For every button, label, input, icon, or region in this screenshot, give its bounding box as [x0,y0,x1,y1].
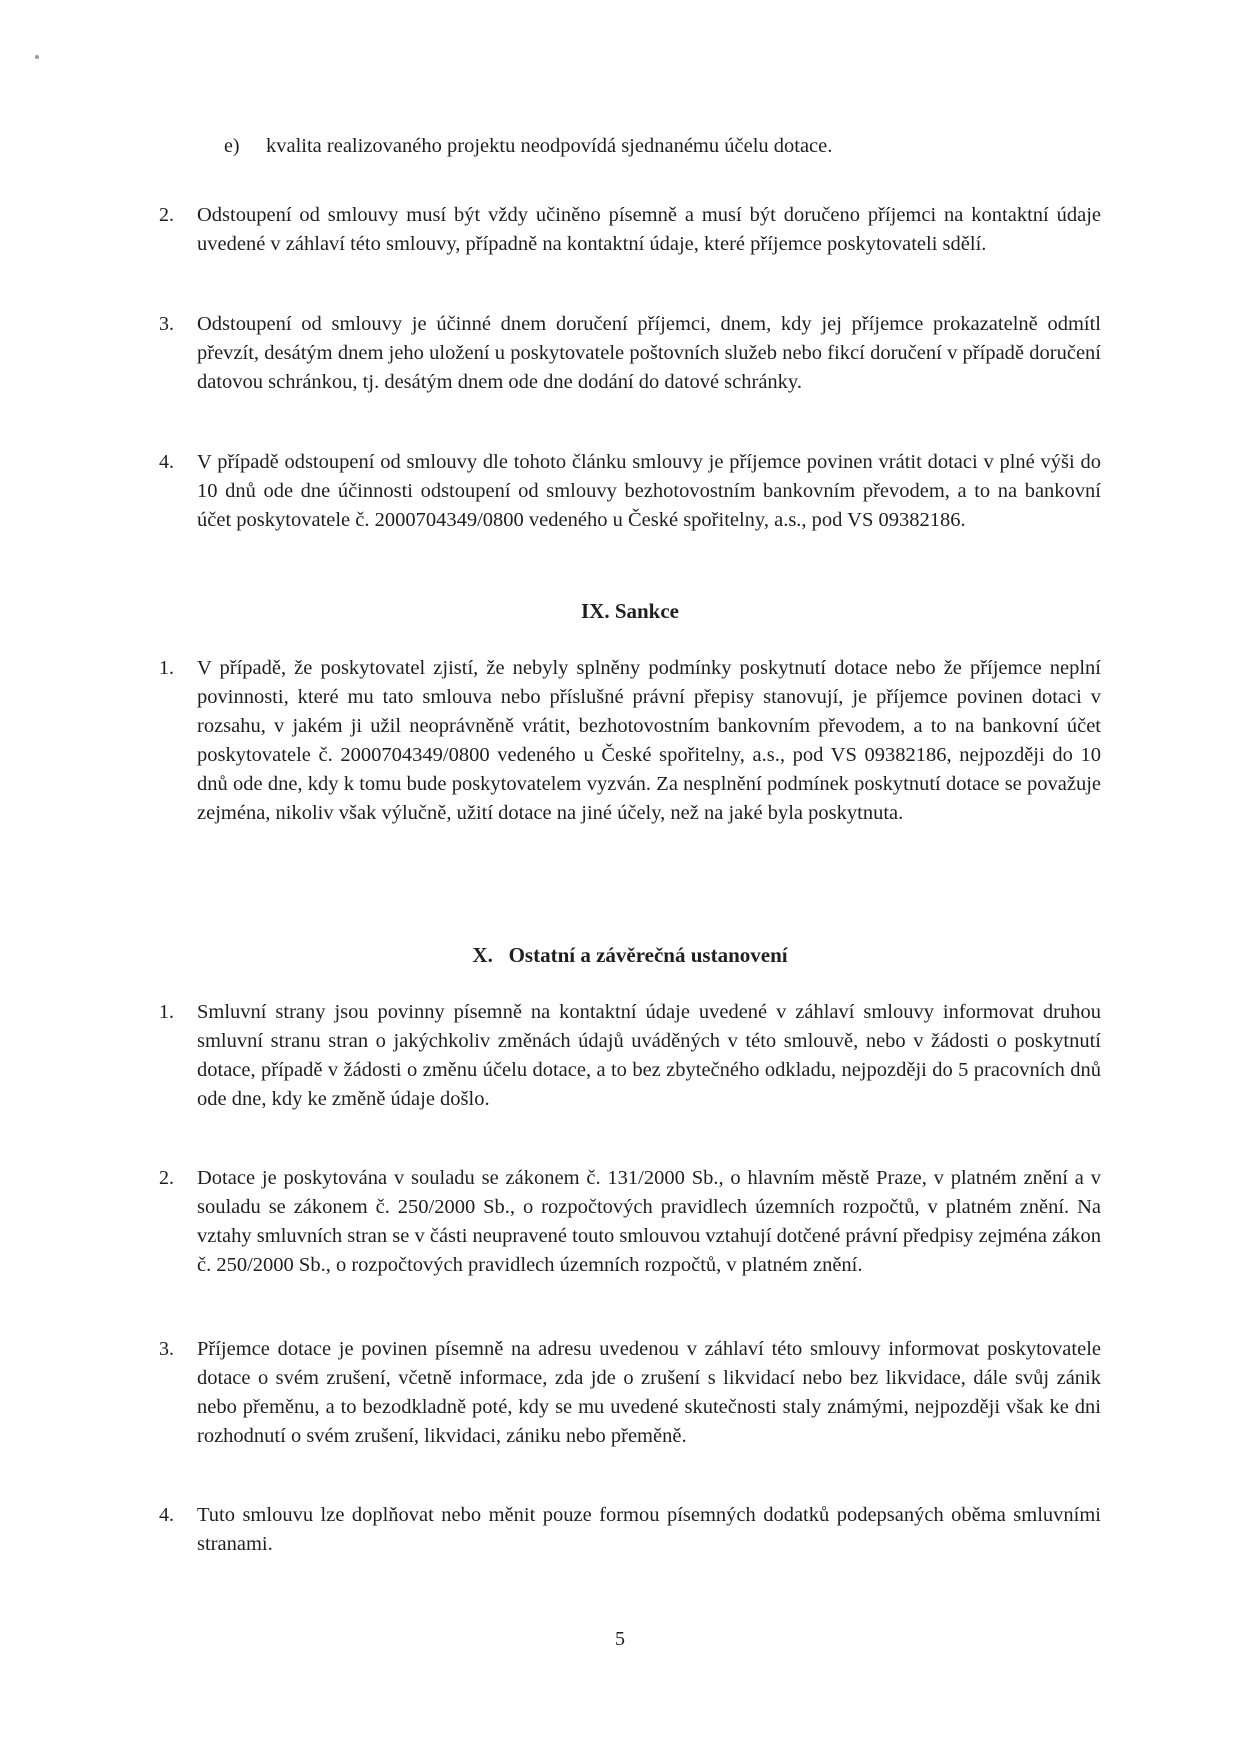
item-number: 3. [159,313,174,335]
item-text: Odstoupení od smlouvy je účinné dnem doručení příjemci, dnem, kdy jej příjemce prokazatelně odmítl převzít, desátým dnem jeho uložení u poskytovatele poštovních služeb nebo fikcí doručení v případě doručení datovou schránkou, tj. desátým dnem ode dne dodání do datové schránky. [197,313,1101,393]
item-number: 4. [159,451,174,473]
item-number: 3. [159,1338,174,1360]
item-text: V případě odstoupení od smlouvy dle tohoto článku smlouvy je příjemce povinen vrátit dotaci v plné výši do 10 dnů ode dne účinnosti odstoupení od smlouvy bezhotovostním bankovním převodem, a to na bankovní účet poskytovatele č. 2000704349/0800 vedeného u České spořitelny, a.s., pod VS 09382186. [197,451,1101,531]
scan-speck [35,55,39,59]
item-text: Dotace je poskytována v souladu se zákonem č. 131/2000 Sb., o hlavním městě Praze, v platném znění a v souladu se zákonem č. 250/2000 Sb., o rozpočtových pravidlech územních rozpočtů, v platném znění. Na vztahy smluvních stran se v části neupravené touto smlouvou vztahují dotčené právní předpisy zejména zákon č. 250/2000 Sb., o rozpočtových pravidlech územních rozpočtů, v platném znění. [197,1167,1102,1276]
item-text: Odstoupení od smlouvy musí být vždy učiněno písemně a musí být doručeno příjemci na kontaktní údaje uvedené v záhlaví této smlouvy, případně na kontaktní údaje, které příjemce poskytovateli sdělí. [197,204,1101,255]
section-heading-sankce: IX. Sankce [580,599,680,623]
item-text: kvalita realizovaného projektu neodpovídá sjednanému účelu dotace. [266,135,833,157]
section-heading-text: X. Ostatní a závěrečná ustanovení [472,943,788,967]
item-label: e) [224,135,240,157]
item-number: 1. [159,657,174,679]
item-text: Tuto smlouvu lze doplňovat nebo měnit pouze formou písemných dodatků podepsaných oběma smluvními stranami. [197,1504,1101,1555]
page-number: 5 [615,1628,625,1650]
item-text: Smluvní strany jsou povinny písemně na kontaktní údaje uvedené v záhlaví smlouvy informovat druhou smluvní stranu stran o jakýchkoliv změnách údajů uváděných v této smlouvě, nebo v žádosti o poskytnutí dotace, případě v žádosti o změnu účelu dotace, a to bez zbytečného odkladu, nejpozději do 5 pracovních dnů ode dne, kdy ke změně údaje došlo. [197,1001,1101,1110]
item-text: V případě, že poskytovatel zjistí, že nebyly splněny podmínky poskytnutí dotace nebo že příjemce neplní povinnosti, které mu tato smlouva nebo příslušné právní přepisy stanovují, je příjemce povinen dotaci v rozsahu, v jakém ji užil neoprávněně vrátit, bezhotovostním bankovním převodem, a to na bankovní účet poskytovatele č. 2000704349/0800 vedeného u České spořitelny, a.s., pod VS 09382186, nejpozději do 10 dnů ode dne, kdy k tomu bude poskytovatelem vyzván. Za nesplnění podmínek poskytnutí dotace se považuje zejména, nikoliv však výlučně, užití dotace na jiné účely, než na jaké byla poskytnuta. [197,657,1101,824]
item-text: Příjemce dotace je povinen písemně na adresu uvedenou v záhlaví této smlouvy informovat poskytovatele dotace o svém zrušení, včetně informace, zda jde o zrušení s likvidací nebo bez likvidace, dále svůj zánik nebo přeměnu, a to bezodkladně poté, kdy se mu uvedené skutečnosti staly známými, nejpozději však ke dni rozhodnutí o svém zrušení, likvidaci, zániku nebo přeměně. [197,1338,1101,1447]
item-number: 1. [159,1001,174,1023]
section-heading-ostatni [159,941,1101,970]
item-number: 2. [159,204,174,226]
item-number: 4. [159,1504,174,1526]
item-number: 2. [159,1167,174,1189]
